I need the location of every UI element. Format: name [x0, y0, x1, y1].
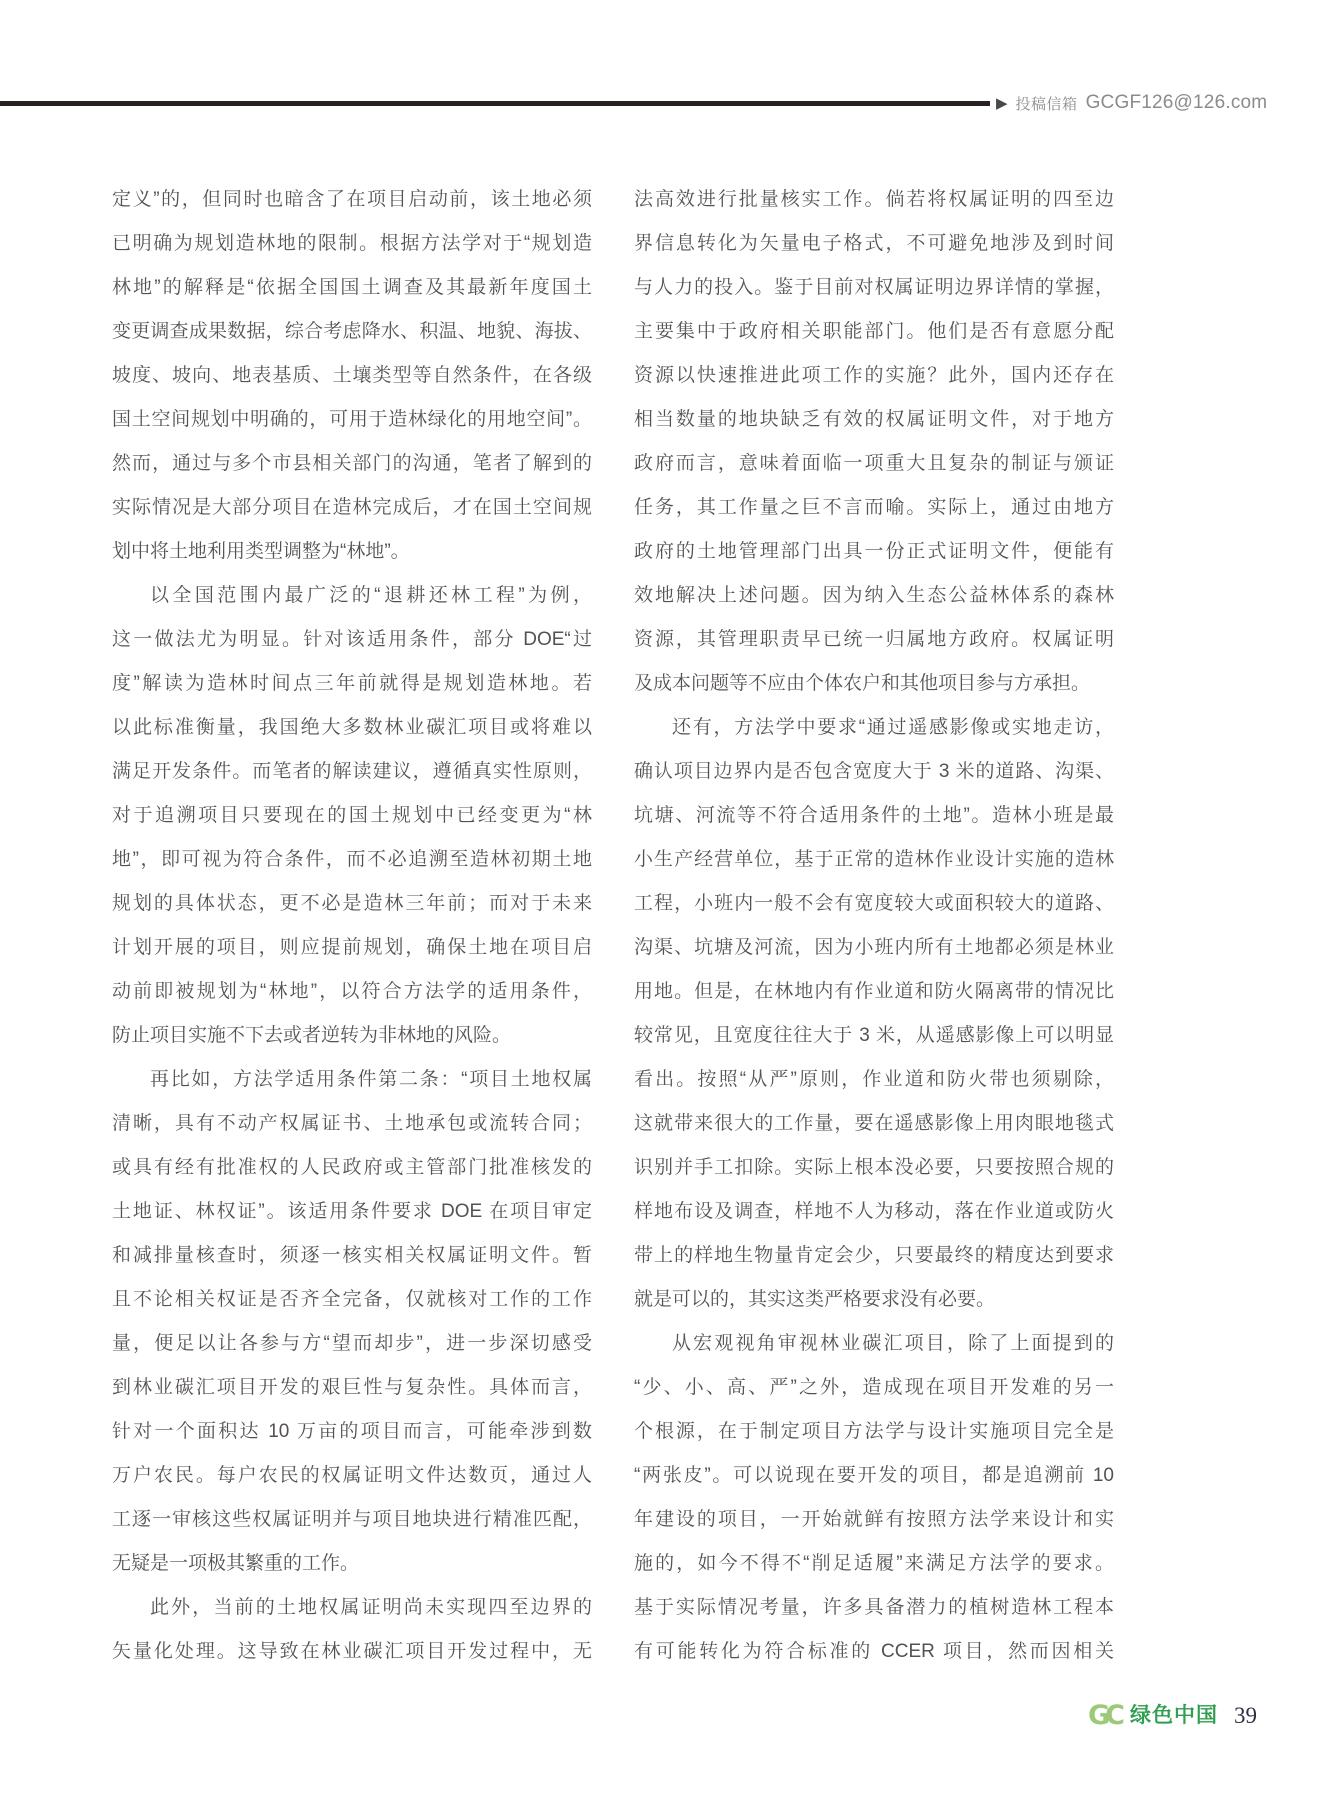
text-line: 看出。按照“从严”原则，作业道和防火带也须剔除， [634, 1069, 1114, 1090]
text-line: 国土空间规划中明确的，可用于造林绿化的用地空间”。 [112, 409, 592, 430]
text-line: 有可能转化为符合标准的 CCER 项目，然而因相关 [634, 1641, 1114, 1662]
text-line: 此外，当前的土地权属证明尚未实现四至边界的 [150, 1597, 592, 1618]
header-rule [0, 101, 990, 106]
text-line: 及成本问题等不应由个体农户和其他项目参与方承担。 [634, 673, 1091, 694]
text-line: 或具有经有批准权的人民政府或主管部门批准核发的 [112, 1157, 592, 1178]
text-line: 实际情况是大部分项目在造林完成后，才在国土空间规 [112, 497, 592, 518]
text-line: 对于追溯项目只要现在的国土规划中已经变更为“林 [112, 805, 592, 826]
text-line: 土地证、林权证”。该适用条件要求 DOE 在项目审定 [112, 1201, 592, 1222]
text-line: 以全国范围内最广泛的“退耕还林工程”为例， [150, 585, 592, 606]
text-line: 无疑是一项极其繁重的工作。 [112, 1553, 360, 1574]
text-line: 工逐一审核这些权属证明并与项目地块进行精准匹配， [112, 1509, 592, 1530]
text-line: 然而，通过与多个市县相关部门的沟通，笔者了解到的 [112, 453, 592, 474]
text-line: 变更调查成果数据，综合考虑降水、积温、地貌、海拔、 [112, 321, 592, 342]
text-line: 再比如，方法学适用条件第二条：“项目土地权属 [150, 1069, 592, 1090]
text-line: 就是可以的，其实这类严格要求没有必要。 [634, 1289, 996, 1310]
text-line: 年建设的项目，一开始就鲜有按照方法学来设计和实 [634, 1509, 1114, 1530]
text-line: 度”解读为造林时间点三年前就得是规划造林地。若 [112, 673, 592, 694]
text-line: 资源以快速推进此项工作的实施？此外，国内还存在 [634, 365, 1114, 386]
text-line: 还有，方法学中要求“通过遥感影像或实地走访， [672, 717, 1114, 738]
text-line: 满足开发条件。而笔者的解读建议，遵循真实性原则， [112, 761, 592, 782]
text-line: 基于实际情况考量，许多具备潜力的植树造林工程本 [634, 1597, 1114, 1618]
text-line: 计划开展的项目，则应提前规划，确保土地在项目启 [112, 937, 592, 958]
text-line: 法高效进行批量核实工作。倘若将权属证明的四至边 [634, 189, 1114, 210]
text-line: 万户农民。每户农民的权属证明文件达数页，通过人 [112, 1465, 592, 1486]
text-line: 样地布设及调查，样地不人为移动，落在作业道或防火 [634, 1201, 1114, 1222]
text-line: 个根源，在于制定项目方法学与设计实施项目完全是 [634, 1421, 1114, 1442]
text-line: 施的，如今不得不“削足适履”来满足方法学的要求。 [634, 1553, 1114, 1574]
text-line: “少、小、高、严”之外，造成现在项目开发难的另一 [634, 1377, 1114, 1398]
text-line: 资源，其管理职责早已统一归属地方政府。权属证明 [634, 629, 1114, 650]
page-footer [1088, 1698, 1257, 1732]
text-line: 这就带来很大的工作量，要在遥感影像上用肉眼地毯式 [634, 1113, 1114, 1134]
article-column-right [634, 178, 1114, 1674]
green-china-logo-icon: GC [1088, 1699, 1120, 1731]
text-line: 已明确为规划造林地的限制。根据方法学对于“规划造 [112, 233, 592, 254]
header-meta [996, 89, 1267, 117]
text-line: 较常见，且宽度往往大于 3 米，从遥感影像上可以明显 [634, 1025, 1114, 1046]
text-line: 矢量化处理。这导致在林业碳汇项目开发过程中，无 [112, 1641, 592, 1662]
brand-name: 绿色中国 [1129, 1703, 1218, 1727]
text-line: 坡度、坡向、地表基质、土壤类型等自然条件，在各级 [112, 365, 592, 386]
text-line: 划中将土地利用类型调整为“林地”。 [112, 541, 410, 562]
text-line: 工程，小班内一般不会有宽度较大或面积较大的道路、 [634, 893, 1114, 914]
text-line: 清晰，具有不动产权属证书、土地承包或流转合同； [112, 1113, 592, 1134]
text-line: 相当数量的地块缺乏有效的权属证明文件，对于地方 [634, 409, 1114, 430]
text-line: 带上的样地生物量肯定会少，只要最终的精度达到要求 [634, 1245, 1114, 1266]
text-line: 从宏观视角审视林业碳汇项目，除了上面提到的 [672, 1333, 1114, 1354]
text-line: 防止项目实施不下去或者逆转为非林地的风险。 [112, 1025, 512, 1046]
text-line: 林地”的解释是“依据全国国土调查及其最新年度国土 [112, 277, 592, 298]
text-line: 小生产经营单位，基于正常的造林作业设计实施的造林 [634, 849, 1114, 870]
text-line: 政府的土地管理部门出具一份正式证明文件，便能有 [634, 541, 1114, 562]
text-line: 确认项目边界内是否包含宽度大于 3 米的道路、沟渠、 [634, 761, 1114, 782]
text-line: 坑塘、河流等不符合适用条件的土地”。造林小班是最 [634, 805, 1114, 826]
text-line: 沟渠、坑塘及河流，因为小班内所有土地都必须是林业 [634, 937, 1114, 958]
page-number: 39 [1233, 1702, 1257, 1728]
text-line: 和减排量核查时，须逐一核实相关权属证明文件。暂 [112, 1245, 592, 1266]
text-line: 政府而言，意味着面临一项重大且复杂的制证与颁证 [634, 453, 1114, 474]
text-line: 且不论相关权证是否齐全完备，仅就核对工作的工作 [112, 1289, 592, 1310]
text-line: 以此标准衡量，我国绝大多数林业碳汇项目或将难以 [112, 717, 592, 738]
text-line: 用地。但是，在林地内有作业道和防火隔离带的情况比 [634, 981, 1114, 1002]
text-line: 这一做法尤为明显。针对该适用条件，部分 DOE“过 [112, 629, 592, 650]
text-line: 针对一个面积达 10 万亩的项目而言，可能牵涉到数 [112, 1421, 592, 1442]
submission-mailbox-label: 投稿信箱 [1015, 95, 1078, 113]
text-line: 界信息转化为矢量电子格式，不可避免地涉及到时间 [634, 233, 1114, 254]
text-line: “两张皮”。可以说现在要开发的项目，都是追溯前 10 [634, 1465, 1114, 1486]
submission-email: GCGF126@126.com [1085, 92, 1268, 113]
text-line: 规划的具体状态，更不必是造林三年前；而对于未来 [112, 893, 592, 914]
text-line: 动前即被规划为“林地”，以符合方法学的适用条件， [112, 981, 592, 1002]
text-line: 识别并手工扣除。实际上根本没必要，只要按照合规的 [634, 1157, 1114, 1178]
text-line: 地”，即可视为符合条件，而不必追溯至造林初期土地 [112, 849, 592, 870]
text-line: 任务，其工作量之巨不言而喻。实际上，通过由地方 [634, 497, 1114, 518]
text-line: 主要集中于政府相关职能部门。他们是否有意愿分配 [634, 321, 1114, 342]
text-line: 与人力的投入。鉴于目前对权属证明边界详情的掌握， [634, 277, 1114, 298]
text-line: 到林业碳汇项目开发的艰巨性与复杂性。具体而言， [112, 1377, 592, 1398]
article-column-left [112, 178, 592, 1674]
arrow-right-icon: ▶ [996, 94, 1008, 112]
article-body [112, 178, 1114, 1674]
text-line: 效地解决上述问题。因为纳入生态公益林体系的森林 [634, 585, 1114, 606]
text-line: 定义”的，但同时也暗含了在项目启动前，该土地必须 [112, 189, 592, 210]
text-line: 量，便足以让各参与方“望而却步”，进一步深切感受 [112, 1333, 592, 1354]
